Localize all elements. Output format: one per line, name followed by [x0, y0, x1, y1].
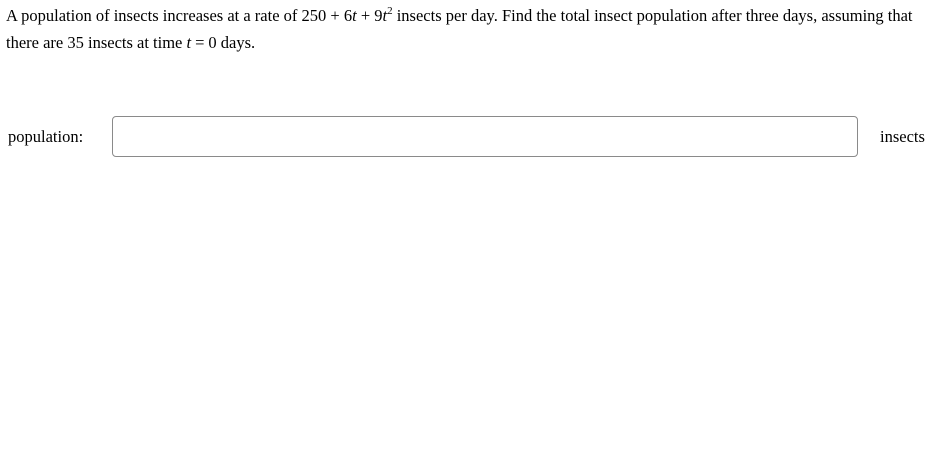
answer-row: [6, 116, 932, 157]
math-variable-t: t: [352, 6, 357, 25]
question-part-1: A population of insects increases at a rate of 250 + 6: [6, 6, 353, 25]
equals-sign: =: [195, 33, 205, 52]
question-part-3: insects per day. Find the total insect population after three days, assuming that there are 35 insects at time: [6, 6, 913, 52]
math-variable-t: t: [382, 6, 388, 25]
question-text: [6, 2, 928, 56]
unit-label: insects: [880, 127, 925, 146]
question-part-4: 0 days.: [208, 33, 256, 52]
question-part-2: + 9: [356, 6, 383, 25]
population-input[interactable]: [112, 116, 858, 157]
exponent: 2: [387, 5, 393, 17]
population-label: population:: [8, 127, 84, 146]
math-variable-t: t: [186, 33, 192, 52]
